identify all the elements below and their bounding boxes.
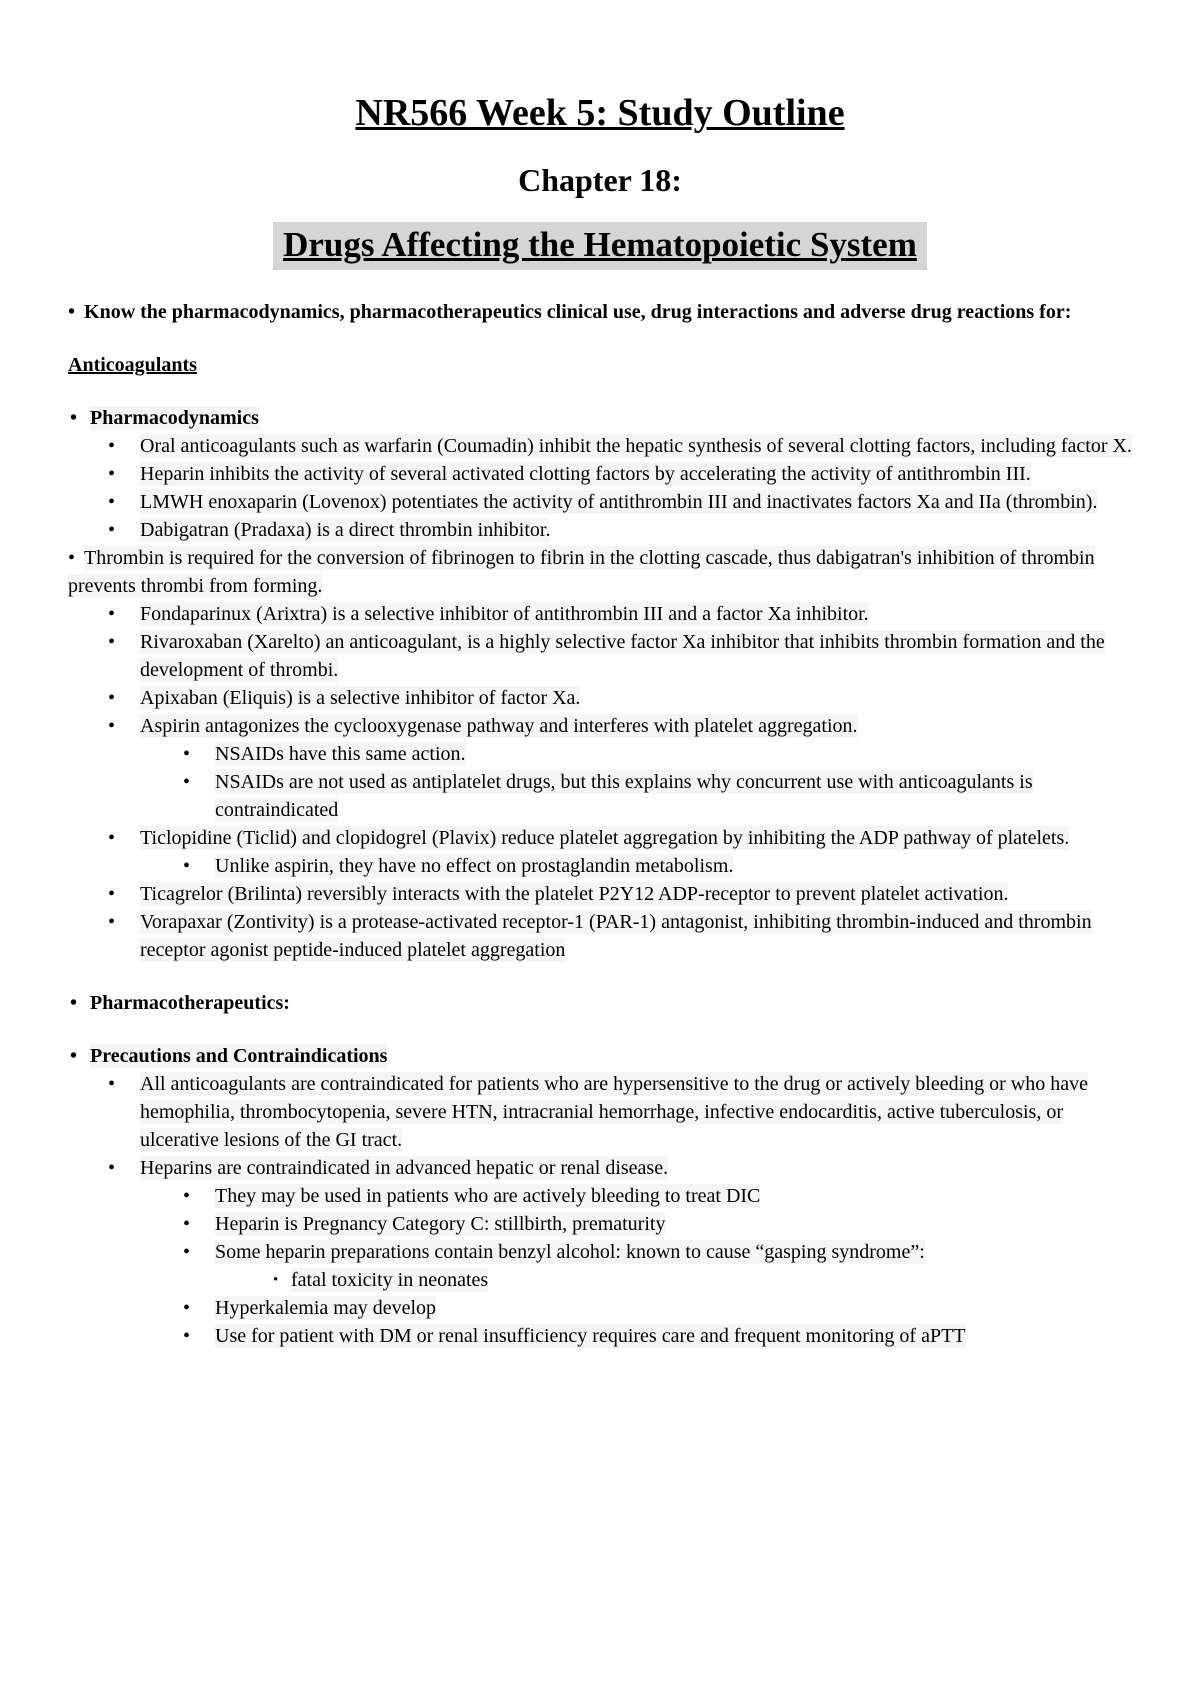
study-outline xyxy=(68,298,1132,1350)
bullet-icon: • xyxy=(108,434,116,457)
outline-item-text: Fondaparinux (Arixtra) is a selective inhibitor of antithrombin III and a factor Xa inhibitor. xyxy=(140,602,869,625)
bullet-icon: • xyxy=(183,1184,191,1207)
outline-item-text: Rivaroxaban (Xarelto) an anticoagulant, is a highly selective factor Xa inhibitor that inhibits thrombin formation and the development of thrombi. xyxy=(140,630,1105,681)
outline-item-text: Pharmacotherapeutics: xyxy=(90,991,290,1014)
outline-item-text: Hyperkalemia may develop xyxy=(215,1296,437,1319)
section-title-wrap xyxy=(68,222,1132,269)
outline-item-text: Aspirin antagonizes the cyclooxygenase pathway and interferes with platelet aggregation. xyxy=(140,714,858,737)
bullet-icon: • xyxy=(68,300,76,323)
outline-item xyxy=(68,908,1132,964)
bullet-icon: • xyxy=(108,1072,116,1095)
outline-item xyxy=(68,298,1132,326)
bullet-icon: • xyxy=(108,882,116,905)
outline-item-text: Apixaban (Eliquis) is a selective inhibitor of factor Xa. xyxy=(140,686,581,709)
outline-item-text: Heparin is Pregnancy Category C: stillbirth, prematurity xyxy=(215,1212,666,1235)
outline-item-text: Know the pharmacodynamics, pharmacotherapeutics clinical use, drug interactions and adverse drug reactions for: xyxy=(84,300,1072,323)
outline-item xyxy=(68,1294,1132,1322)
outline-item-text: Thrombin is required for the conversion of fibrinogen to fibrin in the clotting cascade, thus dabigatran's inhibition of thrombin prevents thrombi from forming. xyxy=(68,546,1095,597)
outline-item xyxy=(68,1322,1132,1350)
outline-item xyxy=(68,880,1132,908)
outline-item-text: NSAIDs are not used as antiplatelet drugs, but this explains why concurrent use with anticoagulants is contraindicated xyxy=(215,770,1033,821)
outline-item-text: Anticoagulants xyxy=(68,353,197,376)
outline-item xyxy=(68,351,1132,379)
section-title: Drugs Affecting the Hematopoietic System xyxy=(273,222,927,269)
outline-item-text: Some heparin preparations contain benzyl alcohol: known to cause “gasping syndrome”: xyxy=(215,1240,925,1263)
outline-item xyxy=(68,1042,1132,1070)
outline-item xyxy=(68,824,1132,852)
outline-item-text: All anticoagulants are contraindicated for patients who are hypersensitive to the drug or actively bleeding or who have hemophilia, thrombocytopenia, severe HTN, intracranial hemorrhage, infective endocarditis, active tuberculosis, or ulcerative lesions of the GI tract. xyxy=(140,1072,1089,1151)
outline-item xyxy=(68,712,1132,740)
outline-item-text: Unlike aspirin, they have no effect on prostaglandin metabolism. xyxy=(215,854,734,877)
outline-item-text: Dabigatran (Pradaxa) is a direct thrombin inhibitor. xyxy=(140,518,551,541)
outline-item xyxy=(68,600,1132,628)
bullet-icon: • xyxy=(108,462,116,485)
bullet-icon: • xyxy=(108,910,116,933)
outline-item-text: Precautions and Contraindications xyxy=(90,1044,388,1067)
outline-item-text: fatal toxicity in neonates xyxy=(291,1268,489,1291)
outline-item xyxy=(68,488,1132,516)
bullet-icon: • xyxy=(108,826,116,849)
outline-item-text: Ticagrelor (Brilinta) reversibly interacts with the platelet P2Y12 ADP-receptor to prevent platelet activation. xyxy=(140,882,1009,905)
bullet-icon: • xyxy=(70,1044,78,1067)
document-header xyxy=(68,92,1132,270)
outline-item-text: NSAIDs have this same action. xyxy=(215,742,466,765)
bullet-icon: • xyxy=(108,602,116,625)
bullet-icon: • xyxy=(183,1324,191,1347)
outline-item-text: Pharmacodynamics xyxy=(90,406,259,429)
page-title: NR566 Week 5: Study Outline xyxy=(355,92,845,134)
outline-item-text: Vorapaxar (Zontivity) is a protease-activated receptor-1 (PAR-1) antagonist, inhibiting thrombin-induced and thrombin receptor agonist peptide-induced platelet aggregation xyxy=(140,910,1092,961)
outline-item xyxy=(68,460,1132,488)
outline-item xyxy=(68,1210,1132,1238)
outline-item xyxy=(68,684,1132,712)
bullet-icon: • xyxy=(68,546,76,569)
bullet-icon: • xyxy=(108,490,116,513)
bullet-icon: • xyxy=(183,1212,191,1235)
chapter-heading: Chapter 18: xyxy=(518,161,682,198)
bullet-icon: • xyxy=(70,991,78,1014)
bullet-icon: • xyxy=(183,854,191,877)
outline-item xyxy=(68,404,1132,432)
outline-item xyxy=(68,1182,1132,1210)
outline-item-text: They may be used in patients who are actively bleeding to treat DIC xyxy=(215,1184,761,1207)
bullet-icon: • xyxy=(70,406,78,429)
outline-item xyxy=(68,1154,1132,1182)
bullet-icon: • xyxy=(108,686,116,709)
outline-item xyxy=(68,628,1132,684)
bullet-icon: • xyxy=(108,714,116,737)
outline-item xyxy=(68,740,1132,768)
outline-item-text: LMWH enoxaparin (Lovenox) potentiates the activity of antithrombin III and inactivates factors Xa and IIa (thrombin). xyxy=(140,490,1098,513)
outline-item-text: Ticlopidine (Ticlid) and clopidogrel (Plavix) reduce platelet aggregation by inhibiting the ADP pathway of platelets. xyxy=(140,826,1070,849)
outline-item xyxy=(68,516,1132,544)
bullet-icon: • xyxy=(183,1296,191,1319)
outline-item xyxy=(68,544,1132,600)
bullet-icon: • xyxy=(183,742,191,765)
bullet-icon: • xyxy=(108,518,116,541)
bullet-icon: • xyxy=(183,1240,191,1263)
bullet-icon: • xyxy=(108,1156,116,1179)
outline-item xyxy=(68,1238,1132,1266)
outline-item-text: Oral anticoagulants such as warfarin (Coumadin) inhibit the hepatic synthesis of several clotting factors, including factor X. xyxy=(140,434,1132,457)
outline-item xyxy=(68,432,1132,460)
outline-item-text: Heparins are contraindicated in advanced hepatic or renal disease. xyxy=(140,1156,669,1179)
bullet-icon: • xyxy=(108,630,116,653)
bullet-icon: • xyxy=(273,1271,279,1288)
outline-item-text: Heparin inhibits the activity of several activated clotting factors by accelerating the activity of antithrombin III. xyxy=(140,462,1031,485)
outline-item xyxy=(68,1070,1132,1154)
outline-item xyxy=(68,989,1132,1017)
outline-item xyxy=(68,852,1132,880)
outline-item-text: Use for patient with DM or renal insufficiency requires care and frequent monitoring of aPTT xyxy=(215,1324,966,1347)
outline-item xyxy=(68,1266,1132,1294)
bullet-icon: • xyxy=(183,770,191,793)
outline-item xyxy=(68,768,1132,824)
